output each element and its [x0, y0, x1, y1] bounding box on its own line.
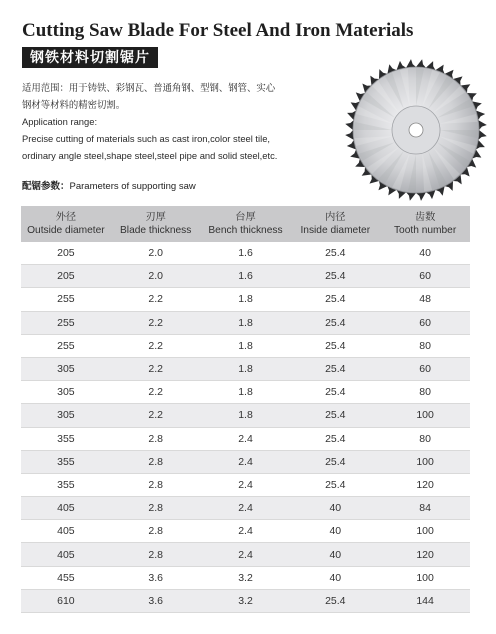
table-row	[21, 497, 470, 520]
table-cell: 25.4	[290, 288, 380, 311]
description-line-en-heading: Application range:	[22, 116, 98, 127]
table-cell: 2.8	[111, 543, 201, 566]
table-cell: 405	[21, 520, 111, 543]
table-row	[21, 589, 470, 612]
table-row	[21, 242, 470, 265]
table-row	[21, 334, 470, 357]
table-row	[21, 404, 470, 427]
header-tooth-number: 齿数 Tooth number	[380, 206, 470, 242]
table-row	[21, 427, 470, 450]
table-row	[21, 473, 470, 496]
table-row	[21, 357, 470, 380]
table-cell: 1.8	[201, 288, 291, 311]
table-cell: 305	[21, 404, 111, 427]
table-cell: 255	[21, 334, 111, 357]
description-line-cn-1: 适用范围：用于铸铁、彩钢瓦、普通角钢、型钢、钢管、实心	[22, 82, 276, 93]
table-cell: 48	[380, 288, 470, 311]
description-line-cn-2: 钢材等材料的精密切割。	[22, 99, 126, 110]
table-cell: 2.0	[111, 265, 201, 288]
supporting-saw-params	[22, 178, 196, 192]
table-cell: 100	[380, 520, 470, 543]
table-cell: 40	[290, 520, 380, 543]
table-cell: 2.8	[111, 450, 201, 473]
table-cell: 355	[21, 473, 111, 496]
table-cell: 2.4	[201, 450, 291, 473]
table-cell: 100	[380, 566, 470, 589]
table-cell: 2.2	[111, 334, 201, 357]
table-cell: 610	[21, 589, 111, 612]
table-cell: 25.4	[290, 404, 380, 427]
header-blade-thickness: 刃厚 Blade thickness	[111, 206, 201, 242]
table-cell: 2.4	[201, 520, 291, 543]
table-cell: 80	[380, 381, 470, 404]
table-cell: 120	[380, 473, 470, 496]
table-cell: 2.2	[111, 357, 201, 380]
table-cell: 40	[380, 242, 470, 265]
table-cell: 355	[21, 450, 111, 473]
table-cell: 25.4	[290, 357, 380, 380]
table-row	[21, 520, 470, 543]
table-cell: 1.8	[201, 334, 291, 357]
application-description	[22, 79, 342, 164]
table-cell: 355	[21, 427, 111, 450]
table-cell: 60	[380, 357, 470, 380]
table-row	[21, 566, 470, 589]
table-cell: 25.4	[290, 334, 380, 357]
table-cell: 60	[380, 265, 470, 288]
table-cell: 25.4	[290, 473, 380, 496]
table-cell: 2.4	[201, 543, 291, 566]
table-cell: 120	[380, 543, 470, 566]
table-row	[21, 311, 470, 334]
table-cell: 25.4	[290, 589, 380, 612]
table-cell: 2.2	[111, 381, 201, 404]
table-cell: 1.8	[201, 381, 291, 404]
table-cell: 84	[380, 497, 470, 520]
header-inside-diameter: 内径 Inside diameter	[290, 206, 380, 242]
table-cell: 405	[21, 497, 111, 520]
table-cell: 3.6	[111, 589, 201, 612]
table-cell: 1.6	[201, 242, 291, 265]
table-cell: 455	[21, 566, 111, 589]
table-cell: 25.4	[290, 311, 380, 334]
table-cell: 3.6	[111, 566, 201, 589]
table-cell: 60	[380, 311, 470, 334]
table-cell: 2.0	[111, 242, 201, 265]
params-label-cn: 配锯参数：	[22, 181, 70, 192]
table-cell: 2.8	[111, 427, 201, 450]
table-row	[21, 265, 470, 288]
table-cell: 2.2	[111, 404, 201, 427]
table-cell: 25.4	[290, 381, 380, 404]
table-cell: 405	[21, 543, 111, 566]
table-cell: 40	[290, 566, 380, 589]
header-bench-thickness: 台厚 Bench thickness	[201, 206, 291, 242]
header-outside-diameter: 外径 Outside diameter	[21, 206, 111, 242]
table-cell: 80	[380, 427, 470, 450]
table-cell: 25.4	[290, 242, 380, 265]
page-title: Cutting Saw Blade For Steel And Iron Materials	[22, 20, 414, 41]
table-cell: 255	[21, 311, 111, 334]
table-row	[21, 543, 470, 566]
table-cell: 2.2	[111, 288, 201, 311]
table-cell: 205	[21, 242, 111, 265]
description-line-en-1: Precise cutting of materials such as cast iron,color steel tile,	[22, 133, 271, 144]
table-cell: 1.8	[201, 404, 291, 427]
table-cell: 100	[380, 404, 470, 427]
table-cell: 2.4	[201, 497, 291, 520]
table-cell: 3.2	[201, 589, 291, 612]
table-cell: 40	[290, 497, 380, 520]
table-header-row	[21, 206, 470, 242]
chinese-title-banner: 钢铁材料切割锯片	[22, 47, 158, 68]
table-cell: 40	[290, 543, 380, 566]
table-cell: 1.8	[201, 357, 291, 380]
table-cell: 2.4	[201, 473, 291, 496]
table-row	[21, 288, 470, 311]
table-cell: 255	[21, 288, 111, 311]
table-cell: 305	[21, 357, 111, 380]
params-label-en: Parameters of supporting saw	[69, 181, 196, 192]
table-row	[21, 450, 470, 473]
table-cell: 25.4	[290, 427, 380, 450]
table-cell: 2.4	[201, 427, 291, 450]
table-cell: 80	[380, 334, 470, 357]
table-cell: 25.4	[290, 450, 380, 473]
description-line-en-2: ordinary angle steel,shape steel,steel pipe and solid steel,etc.	[22, 150, 278, 161]
table-cell: 25.4	[290, 265, 380, 288]
table-cell: 2.8	[111, 497, 201, 520]
table-cell: 144	[380, 589, 470, 612]
table-cell: 3.2	[201, 566, 291, 589]
table-cell: 2.2	[111, 311, 201, 334]
table-cell: 205	[21, 265, 111, 288]
table-cell: 305	[21, 381, 111, 404]
blade-spec-table	[21, 206, 470, 613]
table-cell: 100	[380, 450, 470, 473]
table-cell: 1.8	[201, 311, 291, 334]
saw-blade-image	[344, 58, 488, 202]
blade-arbor-hole	[409, 123, 423, 137]
table-cell: 2.8	[111, 520, 201, 543]
table-cell: 2.8	[111, 473, 201, 496]
table-row	[21, 381, 470, 404]
table-cell: 1.6	[201, 265, 291, 288]
